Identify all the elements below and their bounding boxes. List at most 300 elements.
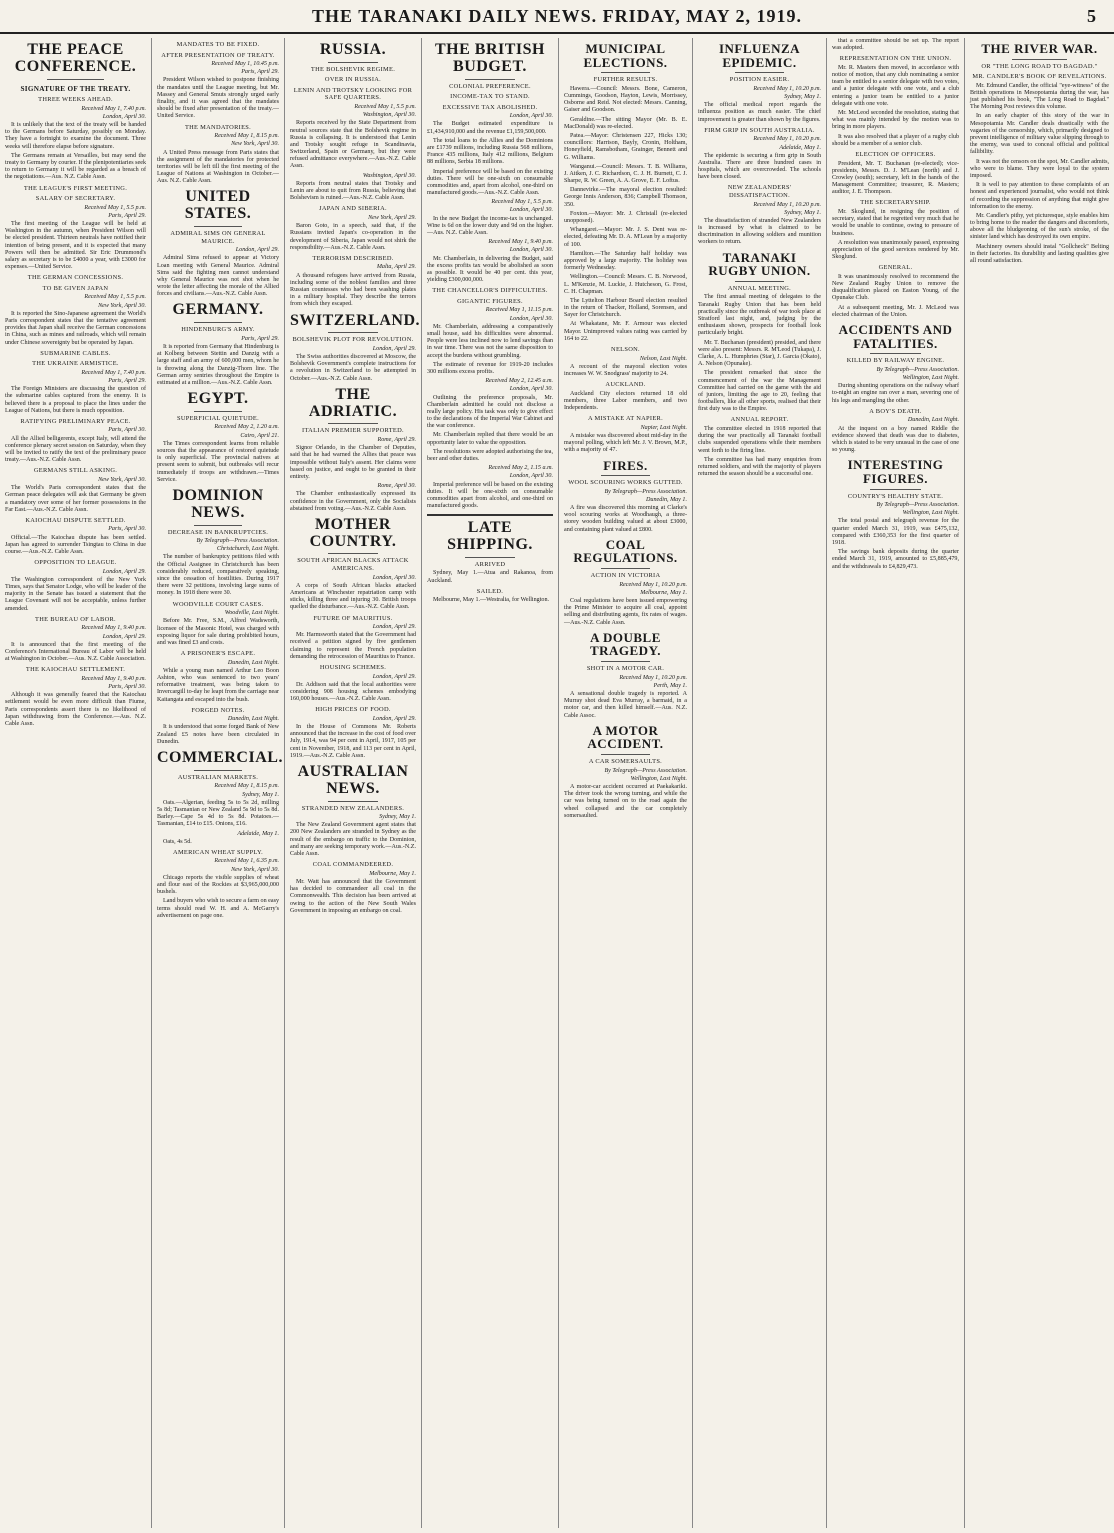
article-paragraph: Although it was generally feared that the Kaiochau settlement would be even more difficult than Fiume, Paris correspondents assert there is no likelihood of Japan withdrawing from the Conference.—Aus. N.Z. Cable Assn. bbox=[5, 692, 146, 727]
dateline: Received May 1, 9.40 p.m. bbox=[81, 675, 146, 682]
article-paragraph: Oats, 4s 5d. bbox=[163, 838, 192, 845]
article-subheading: SUPERFICIAL QUIETUDE. bbox=[176, 414, 260, 422]
dateline: Wellington, Last Night. bbox=[902, 510, 959, 517]
dateline: London, April 29. bbox=[372, 345, 416, 352]
article-paragraph: The World's Paris correspondent states that the German peace delegates will ask that Germany be given a mandatory over some of her former possessions in the Far East.—Aus.-N.Z. Cable Assn. bbox=[5, 485, 146, 513]
article-subheading: STRANDED NEW ZEALANDERS. bbox=[301, 804, 405, 812]
article-subheading: THREE WEEKS AHEAD. bbox=[38, 96, 113, 104]
dateline: Woodville, Last Night. bbox=[224, 610, 279, 617]
article-paragraph: Melbourne, May 1.—Westralia, for Wellington. bbox=[433, 597, 550, 604]
column-8 bbox=[965, 38, 1114, 1528]
section-heading: A MOTOR ACCIDENT. bbox=[587, 722, 664, 752]
article-paragraph: A motor-car accident occurred at Paekakariki. The driver took the wrong turning, and while the car was being turned on to the road again the wheel collapsed and the car completely somersaulted. bbox=[564, 783, 687, 819]
heading-rule bbox=[328, 62, 378, 63]
article-subheading: A MISTAKE AT NAPIER. bbox=[588, 415, 663, 423]
article-paragraph: Oats.—Algerian, feeding 5s to 5s 2d, milling 5s 8d; Tasmanian or New Zealand 5s 9d to 5s 8d. Barley.—Cape 5s 4d to 5s 8d. Potatoes.—Tasmanian, £14 to £15. Onions, £16. bbox=[157, 799, 279, 828]
article-paragraph: Mr. T. Buchanan (president) presided, and there were also present: Messrs. R. M'Leod (Tukapa), J. Clarke, A. L. Humphries (Star), J. Garcia (Okato), A. Nelson (Opunake). bbox=[698, 339, 821, 368]
article-subheading: WOOL SCOURING WORKS GUTTED. bbox=[568, 479, 683, 487]
heading-rule bbox=[465, 557, 515, 558]
heading-rule bbox=[328, 423, 378, 424]
dateline: Received May 1, 8.15 p.m. bbox=[214, 783, 279, 790]
article-paragraph: Baron Goto, in a speech, said that, if the Russians invited Japan's co-operation in the development of Siberia, Japan would not shirk the responsibility.—Aus.-N.Z. Cable Assn. bbox=[290, 223, 416, 251]
section-heading: THE BRITISH BUDGET. bbox=[435, 41, 545, 75]
article-subheading: HIGH PRICES OF FOOD. bbox=[315, 706, 391, 714]
column-6 bbox=[693, 38, 827, 1528]
article-paragraph: The Times correspondent learns from reliable sources that the appearance of restored quietude is only superficial. The provincial natives at present seem to submit, but outbreaks will recur immediately if troops are withdrawn.—Times Service. bbox=[157, 440, 279, 483]
article-paragraph: At the inquest on a boy named Riddle the evidence showed that death was due to diabetes, which is stated to be very unusual in the case of one so young. bbox=[832, 425, 959, 454]
dateline: Received May 1, 10.20 p.m. bbox=[619, 674, 687, 681]
article-paragraph: The Swiss authorities discovered at Moscow, the Bolshevik Government's complete instructions for a revolution in Switzerland to be attempted in October.—Aus.-N.Z. Cable Assn. bbox=[290, 354, 416, 382]
dateline: Received May 2, 1.15 a.m. bbox=[488, 465, 553, 472]
article-subheading: THE BOLSHEVIK REGIME. bbox=[310, 65, 396, 73]
article-paragraph: Land buyers who wish to secure a farm on easy terms should read W. H. and A. McGarry's advertisement on page one. bbox=[157, 898, 279, 919]
dateline: Received May 1, 9.40 p.m. bbox=[81, 625, 146, 632]
article-paragraph: Machinery owners should instal "Gollcheck" Belting in their factories. Its durability and lasting qualities give all round satisfaction. bbox=[970, 243, 1109, 265]
article-subheading: WOODVILLE COURT CASES. bbox=[172, 600, 264, 608]
dateline: Received May 1, 5.5 p.m. bbox=[354, 103, 416, 110]
article-subheading: THE KAIOCHAU SETTLEMENT. bbox=[25, 666, 126, 674]
article-paragraph: The New Zealand Government agent states that 200 New Zealanders are stranded in Sydney as the result of the embargo on traffic to the Dominion, and many are seeking temporary work.—Aus.-N.Z. Cable Assn. bbox=[290, 822, 416, 858]
section-heading: MOTHER COUNTRY. bbox=[309, 515, 397, 550]
article-subheading: AUSTRALIAN MARKETS. bbox=[177, 773, 259, 781]
dateline: London, April 29. bbox=[372, 673, 416, 680]
heading-rule bbox=[601, 568, 650, 569]
article-paragraph: President Wilson wished to postpone finishing the mandates until the League meeting, but Mr. Massey and General Smuts strongly urged early finality, and it was agreed that the mandates should be fixed after presentation of the treaty.—United Service. bbox=[157, 77, 279, 120]
article-paragraph: The Germans remain at Versailles, but may send the treaty to Germany by courier. If the plenipotentiaries seek to return to Germany it will be regarded as a breach of the negotiations.—Aus. N.Z. Cable Assn. bbox=[5, 152, 146, 181]
heading-rule bbox=[328, 553, 378, 554]
article-paragraph: While a young man named Arthur Leo Boon Ashton, who was sentenced to two years' reformative treatment, was being taken to Invercargill to-day he leapt from the carriage near Kaitangata and escaped into the bush. bbox=[157, 667, 279, 703]
dateline: London, April 29. bbox=[102, 633, 146, 640]
article-paragraph: The Budget estimated expenditure is £1,434,910,000 and the revenue £1,159,500,000. bbox=[427, 121, 553, 135]
dateline: Napier, Last Night. bbox=[640, 424, 687, 431]
article-subheading: ANNUAL REPORT. bbox=[730, 416, 789, 424]
article-subheading: POSITION EASIER. bbox=[729, 76, 790, 84]
article-subheading: OVER IN RUSSIA. bbox=[324, 76, 382, 84]
dateline: Paris, April 29. bbox=[108, 377, 146, 384]
article-subheading: LENIN AND TROTSKY LOOKING FOR SAFE QUARTERS. bbox=[293, 86, 413, 102]
article-paragraph: Mr. Chamberlain, addressing a comparatively small house, said his difficulties were abnormal. People were less inclined now to lend savings than in war time. There was not the same disposition to accept the burdens without grumbling. bbox=[427, 323, 553, 359]
dateline: Received May 2, 12.45 a.m. bbox=[485, 378, 553, 385]
article-subheading: NEW ZEALANDERS' DISSATISFACTION. bbox=[727, 184, 792, 199]
dateline: Sydney, May 1. bbox=[379, 814, 416, 821]
article-paragraph: Chicago reports the visible supplies of wheat and flour east of the Rockies at $3,965,000,000 bushels. bbox=[157, 874, 279, 896]
article-subheading: JAPAN AND SIBERIA. bbox=[319, 205, 387, 213]
article-paragraph: Official.—The Kaiochau dispute has been settled. Japan has agreed to surrender Tsingtau to China in due course.—Aus.-N.Z. Cable Assn. bbox=[5, 534, 146, 555]
article-paragraph: It was also resolved that a player of a rugby club should be a member of a senior club. bbox=[832, 133, 959, 147]
article-subheading: THE LEAGUE'S FIRST MEETING. bbox=[23, 184, 128, 192]
dateline: Received May 1, 5.5 p.m. bbox=[84, 204, 146, 211]
dateline: Received May 1, 11.15 p.m. bbox=[485, 307, 553, 314]
dateline: New York, April 29. bbox=[368, 214, 416, 221]
dateline: Washington, April 30. bbox=[362, 112, 416, 119]
article-paragraph: The total loans to the Allies and the Dominions are £1739 millions, including Russia 568 millions, France 435 millions, Italy 412 millions, Belgium 88 millions, Serbia 18 millions. bbox=[427, 137, 553, 166]
article-subheading: KILLED BY RAILWAY ENGINE. bbox=[846, 357, 945, 365]
article-subheading: ITALIAN PREMIER SUPPORTED. bbox=[302, 427, 404, 435]
article-paragraph: The Foreign Ministers are discussing the question of the submarine cables captured from the enemy. It is believed there is a proposal to place the lines under the League of Nations, but there is much opposition. bbox=[5, 386, 146, 414]
article-paragraph: The total postal and telegraph revenue for the quarter ended March 31, 1919, was £475,132, compared with £360,353 for the first quarter of 1918. bbox=[832, 518, 959, 547]
article-subheading: FIRM GRIP IN SOUTH AUSTRALIA. bbox=[704, 126, 815, 134]
article-subheading: A BOY'S DEATH. bbox=[869, 407, 922, 415]
article-subheading: MANDATES TO BE FIXED. bbox=[176, 41, 260, 48]
dateline: Received May 1, 8.15 p.m. bbox=[214, 133, 279, 140]
dateline: Received May 1, 10.45 p.m. bbox=[211, 61, 279, 68]
article-paragraph: Mr. Chamberlain, in delivering the Budget, said the excess profits tax would be abolished as soon as possible. It would be 40 per cent. this year, yielding £300,000,000. bbox=[427, 255, 553, 284]
article-paragraph: that a committee should be set up. The report was adopted. bbox=[832, 38, 959, 52]
article-subheading: ANNUAL MEETING. bbox=[727, 284, 792, 292]
article-paragraph: A recount of the mayoral election votes increases W. W. Snodgrass' majority to 24. bbox=[564, 363, 687, 377]
dateline: Dunedin, Last Night. bbox=[227, 659, 279, 666]
article-paragraph: A fire was discovered this morning at Clarke's wool scouring works at Woodhaugh, a three-storey wooden building valued at about £3000, and containing plant valued at £800. bbox=[564, 505, 687, 533]
article-subheading: TO BE GIVEN JAPAN bbox=[42, 284, 109, 292]
article-subheading: AMERICAN WHEAT SUPPLY. bbox=[173, 848, 263, 856]
article-paragraph: In the new Budget the income-tax is unchanged. Wine is 6d on the lower duty and 9d on the higher.—Aus. N.Z. Cable Assn. bbox=[427, 215, 553, 237]
article-paragraph: The committee elected in 1918 reported that during the war practically all Taranaki football clubs suspended operations while their members went forth to the firing line. bbox=[698, 426, 821, 454]
article-paragraph: The estimate of revenue for 1919-20 includes 300 millions excess profits. bbox=[427, 361, 553, 375]
article-subheading: THE GERMAN CONCESSIONS. bbox=[27, 274, 124, 282]
article-subheading: BOLSHEVIK PLOT FOR REVOLUTION. bbox=[292, 336, 414, 344]
dateline: New York, April 30. bbox=[231, 141, 279, 148]
article-subheading: SHOT IN A MOTOR CAR. bbox=[586, 665, 665, 673]
article-paragraph: The first annual meeting of delegates to the Taranaki Rugby Union that has been held practically since the outbreak of war took place at Stratford last night, and, judging by the enthusiasm shown, prospects for football look particularly bright. bbox=[698, 294, 821, 337]
article-subheading: THE UKRAINE ARMISTICE. bbox=[32, 360, 119, 368]
article-paragraph: Mr. Harmsworth stated that the Government had received a petition signed by five gentlemen claiming to represent the French population demanding the retrocession of Mauritius to France. bbox=[290, 632, 416, 660]
article-subheading: COLONIAL PREFERENCE. bbox=[449, 82, 531, 90]
dateline: Nelson, Last Night. bbox=[639, 355, 687, 362]
article-paragraph: Geraldine.—The sitting Mayor (Mr. B. E. MacDonald) was re-elected. bbox=[564, 116, 687, 130]
article-paragraph: Admiral Sims refused to appear at Victory Loan meeting with General Maurice. Admiral Sims said the fighting men cannot understand why General Maurice was not shot when he wrote the letter affecting the morale of the Allied forces and civilians.—Aus.-N.Z. Cable Assn. bbox=[157, 255, 279, 298]
article-subheading: FUTURE OF MAURITIUS. bbox=[313, 614, 393, 622]
article-subheading: FORGED NOTES. bbox=[191, 706, 245, 714]
article-subheading: NELSON. bbox=[611, 346, 640, 354]
article-paragraph: A thousand refugees have arrived from Russia, including some of the noblest families and three Russian countesses who had been washing plates in a military hospital. They describe the terrors from which they escaped. bbox=[290, 272, 416, 308]
article-paragraph: Dr. Addison said that the local authorities were considering 908 housing schemes embodying 160,000 houses.—Aus.-N.Z. Cable Assn. bbox=[290, 681, 416, 703]
article-paragraph: A corps of South African blacks attacked Americans at Winchester repatriation camp with sticks, killing three and injuring 30. British troops quelled the disturbance.—Aus.-N.Z. Cable Assn. bbox=[290, 582, 416, 611]
dateline: Paris, April 30. bbox=[108, 427, 146, 434]
dateline: Paris, April 29. bbox=[241, 335, 279, 342]
dateline: Malta, April 29. bbox=[376, 264, 416, 271]
article-subheading: RATIFYING PRELIMINARY PEACE. bbox=[20, 417, 131, 425]
dateline: Received May 1, 9.40 p.m. bbox=[488, 239, 553, 246]
article-paragraph: Signor Orlando, in the Chamber of Deputies, said that he had warned the Allies that peace was impossible without Italy's assent. Her claims were based on justice, and ought to be granted in their entirety. bbox=[290, 445, 416, 480]
section-heading: MUNICIPAL ELECTIONS. bbox=[583, 41, 668, 70]
article-paragraph: During shunting operations on the railway wharf to-night an engine ran over a man, severing one of his legs and mangling the other. bbox=[832, 383, 959, 404]
section-heading: INFLUENZA EPIDEMIC. bbox=[718, 41, 801, 70]
article-subheading: HOUSING SCHEMES. bbox=[319, 663, 387, 671]
article-paragraph: In an early chapter of this story of the war in Mesopotamia Mr. Candler deals drastically with the vagaries of the censorship, which, primarily designed to prevent intelligence of military value slipping through to the enemy, was used to conceal official and political fallibility. bbox=[970, 113, 1109, 156]
column-5 bbox=[559, 38, 693, 1528]
heading-rule bbox=[328, 801, 378, 802]
dateline: Received May 1, 5.5 p.m. bbox=[491, 199, 553, 206]
heading-rule bbox=[735, 281, 784, 282]
dateline: Dunedin, Last Night. bbox=[907, 417, 959, 424]
masthead bbox=[0, 6, 1114, 34]
article-subheading: ADMIRAL SIMS ON GENERAL MAURICE. bbox=[170, 230, 266, 245]
dateline: London, April 29. bbox=[372, 624, 416, 631]
article-paragraph: It is announced that the first meeting of the Conference's International Bureau of Labor will be held at Washington in October.—Aus. N.Z. Cable Association. bbox=[5, 641, 146, 663]
article-paragraph: It was unanimously resolved to recommend the New Zealand Rugby Union to remove the disqualification placed on Easton Young, of the Opunake Club. bbox=[832, 273, 959, 302]
article-paragraph: A mistake was discovered about mid-day in the mayoral polling, which left Mr. J. V. Brown, M.P., with a majority of 47. bbox=[564, 432, 687, 454]
dateline: New York, April 30. bbox=[98, 302, 146, 309]
heading-rule bbox=[735, 72, 784, 73]
heading-rule bbox=[601, 661, 650, 662]
heading-rule bbox=[870, 353, 921, 354]
article-subheading: MR. CANDLER'S BOOK OF REVELATIONS. bbox=[972, 73, 1107, 81]
article-paragraph: President, Mr. T. Buchanan (re-elected); vice-presidents, Messrs. D. J. M'Lean (north) and J. Crowley (south); secretary, left in the hands of the Management Committee; treasurer, R. Masters; auditor, J. E. Thompson. bbox=[832, 160, 959, 196]
article-subheading: REPRESENTATION ON THE UNION. bbox=[839, 55, 952, 63]
section-heading: INTERESTING FIGURES. bbox=[847, 457, 944, 486]
heading-rule bbox=[194, 411, 243, 412]
article-paragraph: It is unlikely that the text of the treaty will be handed to the Germans before Saturday, possibly on Monday. They have a fortnight to examine the document. Three weeks will therefore elapse before signature. bbox=[5, 122, 146, 150]
dateline: Received May 1, 5.5 p.m. bbox=[84, 294, 146, 301]
section-heading: COMMERCIAL. bbox=[157, 749, 283, 767]
article-paragraph: Auckland City electors returned 18 old members, three Labor members, and two Independents. bbox=[564, 390, 687, 412]
article-paragraph: Sydney, May 1.—Atua and Rakanoa, from Auckland. bbox=[427, 570, 553, 584]
article-paragraph: A sensational double tragedy is reported. A Murray shot dead Eva Murray, a barmaid, in a motor car, and then killed himself.—Aus. N.Z. Cable Assoc. bbox=[564, 691, 687, 719]
article-paragraph: Hawera.—Council: Messrs. Bone, Cameron, Cummings, Goodson, Hayton, Lewis, Morrissey, Osborne and Reid. Not elected: Messrs. Canning, Gaiser and Goodson. bbox=[564, 85, 687, 114]
section-heading: SWITZERLAND. bbox=[290, 311, 421, 329]
dateline: Melbourne, May 1. bbox=[640, 589, 687, 596]
article-paragraph: Reports from neutral states that Trotsky and Lenin are about to quit from Russia, believing that Bolshevism is ruined.—Aus.-N.Z. Cable Assn. bbox=[290, 180, 416, 202]
section-heading: TARANAKI RUGBY UNION. bbox=[708, 249, 811, 279]
article-paragraph: Imperial preference will be based on the existing duties. There will be one-sixth on consumable commodities and, apart from alcohol, one-third on manufactured goods.—Aus.-N.Z. Cable Assn. bbox=[427, 168, 553, 197]
article-paragraph: The dissatisfaction of stranded New Zealanders is increased by what is claimed to be discrimination in allowing soldiers and munition workers to return. bbox=[698, 217, 821, 246]
article-subheading: GENERAL. bbox=[878, 264, 913, 272]
article-subheading: DECREASE IN BANKRUPTCIES. bbox=[167, 528, 269, 536]
heading-rule bbox=[1012, 59, 1068, 60]
article-paragraph: Foxton.—Mayor: Mr. J. Christall (re-elected unopposed). bbox=[564, 210, 687, 225]
article-paragraph: A resolution was unanimously passed, expressing appreciation of the good services rendered by Mr. Skoglund. bbox=[832, 239, 959, 261]
dateline: Cairo, April 21. bbox=[240, 432, 279, 439]
section-heading: COAL REGULATIONS. bbox=[573, 536, 678, 566]
heading-rule bbox=[194, 525, 243, 526]
article-paragraph: At Whakatane, Mr. F. Armour was elected Mayor. Unimproved values rating was carried by 164 to 22. bbox=[564, 321, 687, 342]
article-paragraph: Before Mr. Free, S.M., Alfred Wadsworth, licensee of the Masonic Hotel, was charged with exposing liquor for sale during prohibited hours, and was fined £3 and costs. bbox=[157, 618, 279, 646]
dateline: Dunedin, Last Night. bbox=[227, 716, 279, 723]
article-subheading: SUBMARINE CABLES. bbox=[40, 349, 111, 357]
dateline: Received May 1, 7.40 p.m. bbox=[81, 369, 146, 376]
article-subheading: SAILED. bbox=[476, 587, 504, 595]
article-subheading: AUCKLAND. bbox=[605, 381, 646, 389]
dateline: Paris, April 29. bbox=[241, 69, 279, 76]
dateline: New York, April 30. bbox=[98, 476, 146, 483]
article-subheading: THE MANDATORIES. bbox=[184, 123, 252, 131]
article-paragraph: Wanganui.—Council: Messrs. T. B. Williams, J. Aitken, J. C. Richardson, C. J. H. Burnett, C. J. Sharpe, R. W. Green, A. A. Grove, E. F. Loftus. bbox=[564, 163, 687, 185]
article-paragraph: Mr. Watt has announced that the Government has decided to commandeer all coal in the Commonwealth. This decision has been arrived at owing to the action of the New South Wales Government in imposing an embargo on coal. bbox=[290, 878, 416, 914]
article-paragraph: Whangarei.—Mayor: Mr. J. S. Dent was re-elected, defeating Mr. D. A. M'Lean by a majority of 100. bbox=[564, 227, 687, 248]
heading-rule bbox=[870, 489, 921, 490]
article-subheading: AFTER PRESENTATION OF TREATY. bbox=[161, 51, 275, 59]
dateline: London, April 29. bbox=[102, 568, 146, 575]
article-paragraph: At a subsequent meeting, Mr. J. McLeod was elected chairman of the Union. bbox=[832, 304, 959, 318]
column-3 bbox=[285, 38, 422, 1528]
article-subheading: THE CHANCELLOR'S DIFFICULTIES. bbox=[432, 287, 548, 295]
article-subheading: ELECTION OF OFFICERS. bbox=[855, 150, 936, 158]
article-paragraph: The first meeting of the League will be held at Washington in the autumn, when President Wilson will be elected president. Thirteen neutrals have notified their intention of being present, and it is expected that many Powers will then be admitted. Sir Eric Drummond's salary as secretary is to be £4000 a year, with £3000 for expenses.—United Service. bbox=[5, 220, 146, 271]
article-paragraph: The number of bankruptcy petitions filed with the Official Assignee in Christchurch has been considerably reduced, comparatively speaking, since the cessation of hostilities. During 1917 there were 32 petitions, involving large sums of money. In 1918 there were 30. bbox=[157, 554, 279, 597]
dateline: Sydney, May 1. bbox=[242, 791, 279, 798]
dateline: London, April 30. bbox=[102, 113, 146, 120]
dateline: Rome, April 30. bbox=[377, 483, 416, 490]
article-paragraph: It is reported from Germany that Hindenburg is at Kolberg between Stettin and Danzig with a large staff and an army of 600,000 men, whom he is throwing along the Danzig-Thorn line. The German army sentries throughout the Empire is estimated at a million.—Aus.-N.Z. Cable Assn. bbox=[157, 343, 279, 386]
dateline: Rome, April 29. bbox=[377, 437, 416, 443]
column-7 bbox=[827, 38, 965, 1528]
article-subheading: TERRORISM DESCRIBED. bbox=[312, 254, 394, 262]
article-paragraph: Mr. Candler's pithy, yet picturesque, style enables him to bring home to the reader the dangers and discomforts, above all the bludgeoning of the sun's stroke, of the sinister land which has destroyed its own empire. bbox=[970, 212, 1109, 241]
dateline: London, April 30. bbox=[509, 386, 553, 393]
article-paragraph: The savings bank deposits during the quarter ended March 31, 1919, amounted to £5,885,479, and the withdrawals to £4,829,473. bbox=[832, 549, 959, 570]
article-subheading: HINDENBURG'S ARMY. bbox=[181, 326, 255, 334]
column-2 bbox=[152, 38, 285, 1528]
article-subheading: ARRIVED bbox=[474, 560, 506, 568]
dateline: Adelaide, May 1. bbox=[237, 830, 279, 837]
article-subheading: INCOME-TAX TO STAND. bbox=[450, 93, 530, 101]
heading-rule bbox=[47, 79, 103, 80]
article-paragraph: Reports received by the State Department from neutral sources state that the Bolshevik regime in Russia is collapsing. It is understood that Lenin and Trotsky sought refuge in Scandinavia, Switzerland, Spain or Germany, but they were refused admittance everywhere.—Aus.-N.Z. Cable Assn. bbox=[290, 120, 416, 170]
article-subheading: COAL COMMANDEERED. bbox=[312, 861, 394, 869]
dateline: Received May 1, 10.20 p.m. bbox=[753, 136, 821, 143]
article-paragraph: The Washington correspondent of the New York Times, says that Senator Lodge, who will be leader of the majority in the Senate has issued a statement that the League Covenant will not be acceptable, unless further amended. bbox=[5, 576, 146, 612]
article-subheading: FURTHER RESULTS. bbox=[593, 76, 658, 84]
heading-rule bbox=[328, 332, 378, 333]
dateline: By Telegraph—Press Association. bbox=[876, 502, 959, 509]
heading-rule bbox=[465, 79, 515, 80]
dateline: London, April 29. bbox=[235, 247, 279, 254]
dateline: Adelaide, May 1. bbox=[779, 144, 821, 151]
dateline: Received May 1, 10.20 p.m. bbox=[619, 581, 687, 588]
column-4 bbox=[422, 38, 559, 1528]
article-subheading: SALARY OF SECRETARY. bbox=[35, 195, 116, 203]
dateline: Received May 1, 10.20 p.m. bbox=[753, 201, 821, 208]
dateline: By Telegraph—Press Association. bbox=[876, 366, 959, 373]
article-subheading: A CAR SOMERSAULTS. bbox=[588, 758, 663, 766]
article-paragraph: Patea.—Mayor: Christensen 227, Hicks 130; councillors: Harrison, Bayly, Cronin, Holtham, Honeyfield, Ramsbotham, Grainger, Bennett and G. Williams. bbox=[564, 132, 687, 161]
article-paragraph: The president remarked that since the commencement of the war the Management Committee had carried on the game with the aid of juniors, limiting the age to 20, feeling that footballers, like all other sports, realised that their first duty was to the Empire. bbox=[698, 370, 821, 413]
article-subheading: THE BUREAU OF LABOR. bbox=[35, 615, 116, 623]
dateline: London, April 30. bbox=[509, 207, 553, 214]
dateline: Paris, April 30. bbox=[108, 526, 146, 533]
article-paragraph: It is well to pay attention to these complaints of an honest and experienced journalist, who would not think of recording the suppression of anything that might give information to the enemy. bbox=[970, 182, 1109, 210]
article-paragraph: Coal regulations have been issued empowering the Prime Minister to acquire all coal, appoint selling and distributing agents, fix rates of wages.—Aus.-N.Z. Cable Assn. bbox=[564, 598, 687, 626]
heading-rule bbox=[194, 770, 243, 771]
dateline: Sydney, May 1. bbox=[784, 94, 821, 101]
article-subheading: EXCESSIVE TAX ABOLISHED. bbox=[442, 103, 538, 111]
article-paragraph: Outlining the preference proposals, Mr. Chamberlain admitted he could not disclose a really large policy. His task was only to give effect to the declarations of the Imperial War Cabinet and the war conference. bbox=[427, 394, 553, 430]
article-paragraph: Mr. McLeod seconded the resolution, stating that what was mainly intended by the motion was to bring in more players. bbox=[832, 110, 959, 131]
article-subheading: A PRISONER'S ESCAPE. bbox=[180, 650, 256, 658]
article-paragraph: The committee has had many enquiries from returned soldiers, and with the majority of players returned the season should be a successful one. bbox=[698, 456, 821, 478]
page-number: 5 bbox=[1087, 6, 1096, 26]
article-subheading: OR "THE LONG ROAD TO BAGDAD." bbox=[981, 62, 1098, 70]
dateline: London, April 30. bbox=[509, 315, 553, 322]
dateline: Christchurch, Last Night. bbox=[216, 546, 279, 553]
section-heading: GERMANY. bbox=[172, 301, 264, 319]
dateline: Wellington, Last Night. bbox=[902, 375, 959, 382]
article-paragraph: Wellington.—Council: Messrs. C. B. Norwood, L. M'Kenzie, M. Luckie, J. Hutcheson, G. Frost, C. H. Chapman. bbox=[564, 274, 687, 295]
article-paragraph: It is understood that some forged Bank of New Zealand £5 notes have been circulated in Dunedin. bbox=[157, 724, 279, 745]
dateline: Received May 1, 10.20 p.m. bbox=[753, 85, 821, 92]
article-subheading: KAIOCHAU DISPUTE SETTLED. bbox=[25, 516, 126, 524]
section-heading: A DOUBLE TRAGEDY. bbox=[589, 629, 662, 659]
dateline: New York, April 30. bbox=[231, 866, 279, 873]
section-heading: UNITED STATES. bbox=[184, 188, 252, 223]
article-paragraph: Mr. R. Masters then moved, in accordance with notice of motion, that any club nominating a senior team be entitled to a senior delegate with two votes, and a junior delegate with one vote, and a club entering a junior team be entitled to a junior delegate with one vote. bbox=[832, 64, 959, 107]
heading-rule bbox=[601, 72, 650, 73]
section-heading: ACCIDENTS AND FATALITIES. bbox=[838, 322, 953, 351]
dateline: Received May 1, 6.35 p.m. bbox=[214, 858, 279, 865]
dateline: London, April 30. bbox=[509, 113, 553, 120]
article-subheading: THE SECRETARYSHIP. bbox=[860, 199, 931, 207]
article-paragraph: Mr. Skoglund, in resigning the position of secretary, stated that he regretted very much that he would be unable to continue, owing to pressure of business. bbox=[832, 209, 959, 237]
article-paragraph: The epidemic is securing a firm grip in South Australia. There are three hundred cases in hospitals, which are overcrowded. The schools have been closed. bbox=[698, 152, 821, 181]
dateline: Wellington, Last Night. bbox=[630, 775, 687, 782]
section-heading: LATE SHIPPING. bbox=[447, 519, 533, 554]
section-heading: THE PEACE CONFERENCE. bbox=[14, 41, 137, 75]
article-paragraph: In the House of Commons Mr. Roberts announced that the increase in the cost of food over July, 1914, was 94 per cent in April, 1917, 105 per cent in November, 1918, and 113 per cent in April, 1919.—Aus.-N.Z. Cable Assn. bbox=[290, 724, 416, 759]
section-heading: AUSTRALIAN NEWS. bbox=[297, 762, 409, 797]
section-heading: EGYPT. bbox=[187, 390, 249, 408]
article-paragraph: The Chamber enthusiastically expressed its confidence in the Government, only the Socialists abstained from voting.—Aus.-N.Z. Cable Assn. bbox=[290, 491, 416, 512]
article-paragraph: The official medical report regards the influenza position as much easier. The chief improvement is greater than shown by the figures. bbox=[698, 102, 821, 123]
article-subheading: COUNTRY'S HEALTHY STATE. bbox=[847, 492, 944, 500]
article-paragraph: Dannevirke.—The mayoral election resulted: George Innis Anderson, 836; Campbell Thomson, 350. bbox=[564, 187, 687, 208]
article-paragraph: Imperial preference will be based on the existing duties. It will be one-sixth on consumable commodities apart from alcohol, and one-third on manufactured goods. bbox=[427, 481, 553, 510]
article-paragraph: A United Press message from Paris states that the assignment of the mandatories for protected territories will be left till the first meeting of the League of Nations at Washington in October.—Aus. N.Z. Cable Assn. bbox=[157, 149, 279, 185]
article-subheading: GIGANTIC FIGURES. bbox=[457, 297, 523, 305]
dateline: Paris, April 30. bbox=[108, 684, 146, 691]
section-heading: FIRES. bbox=[603, 457, 648, 473]
section-divider bbox=[427, 514, 553, 516]
dateline: Received May 1, 7.40 p.m. bbox=[81, 105, 146, 112]
dateline: Washington, April 30. bbox=[362, 172, 416, 179]
article-subheading: GERMANS STILL ASKING. bbox=[33, 467, 118, 475]
heading-rule bbox=[194, 322, 243, 323]
section-heading: DOMINION NEWS. bbox=[172, 486, 264, 521]
section-heading: THE ADRIATIC. bbox=[308, 385, 398, 420]
dateline: Sydney, May 1. bbox=[784, 209, 821, 216]
article-subheading: SOUTH AFRICAN BLACKS ATTACK AMERICANS. bbox=[297, 557, 409, 573]
article-paragraph: Mr. Edmund Candler, the official "eye-witness" of the British operations in Mesopotamia during the war, has just published his book, "The Long Road to Bagdad." The Morning Post reviews this volume. bbox=[970, 82, 1109, 111]
heading-rule bbox=[601, 475, 650, 476]
article-subheading: OPPOSITION TO LEAGUE. bbox=[34, 559, 117, 567]
dateline: Received May 2, 1.20 a.m. bbox=[214, 424, 279, 431]
dateline: Melbourne, May 1. bbox=[369, 870, 416, 877]
dateline: London, April 30. bbox=[372, 574, 416, 581]
dateline: By Telegraph—Press Association. bbox=[604, 767, 687, 774]
masthead-title: THE TARANAKI DAILY NEWS. FRIDAY, MAY 2, 1919. bbox=[312, 6, 802, 26]
heading-rule bbox=[601, 754, 650, 755]
article-paragraph: All the Allied belligerents, except Italy, will attend the conference plenary secret session on Saturday, when they will be invited to ratify the text of the preliminary peace treaty.—Aus.-N.Z. Cable Assn. bbox=[5, 435, 146, 464]
column-1 bbox=[0, 38, 152, 1528]
article-paragraph: Mr. Chamberlain replied that there would be an opportunity later to value the opposition. bbox=[427, 432, 553, 446]
article-paragraph: Hamilton.—The Saturday half holiday was approved by a large majority. The holiday was formerly Wednesday. bbox=[564, 250, 687, 272]
article-subheading: ACTION IN VICTORIA bbox=[590, 572, 661, 580]
section-heading: RUSSIA. bbox=[319, 41, 387, 58]
article-paragraph: It is reported the Sino-Japanese agreement the World's Paris correspondent states that the tentative agreement provides that Japan shall receive the German concessions in China, such as mines and railroads, which will remain under Chinese sovereignty but be operated by Japan. bbox=[5, 310, 146, 346]
dateline: Paris, April 29. bbox=[108, 212, 146, 219]
dateline: London, April 30. bbox=[509, 247, 553, 254]
dateline: London, April 29. bbox=[372, 715, 416, 722]
dateline: By Telegraph—Press Association. bbox=[196, 538, 279, 545]
section-heading: THE RIVER WAR. bbox=[981, 41, 1098, 56]
heading-rule bbox=[194, 226, 243, 227]
article-paragraph: The Lyttelton Harbour Board election resulted in the return of Thacker, Holland, Sorensen, and Sayer for Christchurch. bbox=[564, 297, 687, 319]
dateline: Perth, May 1. bbox=[653, 682, 687, 689]
article-headline: SIGNATURE OF THE TREATY. bbox=[20, 84, 131, 93]
article-paragraph: The resolutions were adopted authorising the tea, beer and other duties. bbox=[427, 448, 553, 463]
dateline: Dunedin, May 1. bbox=[646, 496, 687, 503]
dateline: London, April 30. bbox=[509, 473, 553, 480]
article-paragraph: It was not the censors on the spot, Mr. Candler admits, who were to blame. They were loyal to the system imposed. bbox=[970, 158, 1109, 179]
